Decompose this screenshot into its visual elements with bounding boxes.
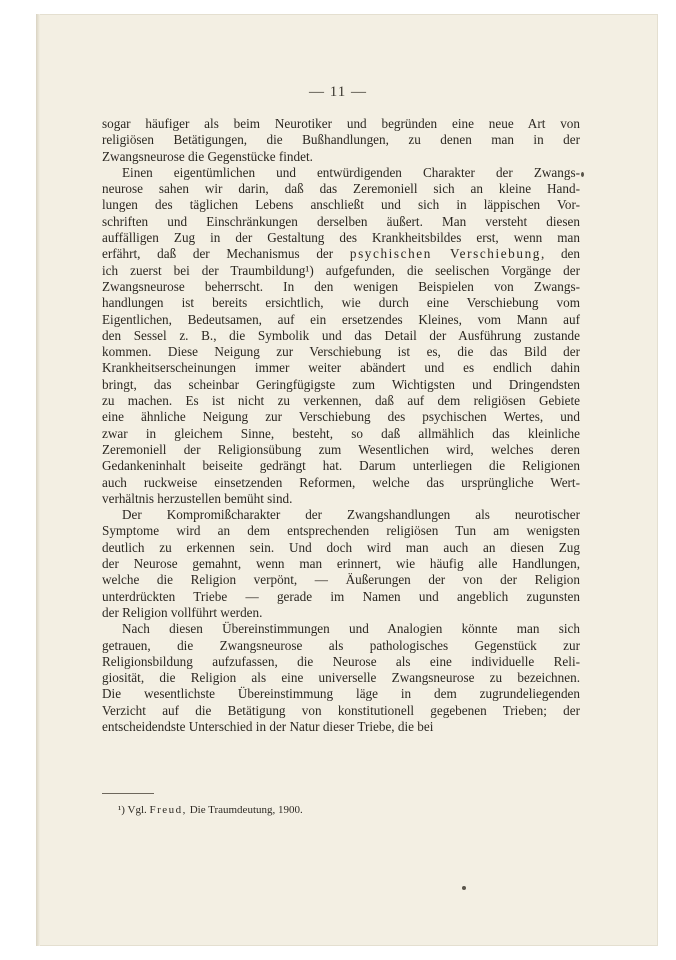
paragraph — [102, 165, 580, 507]
text-line: Zwangsneurose die Gegenstücke findet. — [102, 148, 313, 164]
text-line: Religionsbildung aufzufassen, die Neurose als eine individuelle Reli- — [102, 653, 580, 669]
text-line: Krankheitserscheinungen immer weiter abändert und es endlich dahin — [102, 360, 580, 376]
text-line: Verzicht auf die Betätigung von konstitutionell gegebenen Trieben; der — [102, 702, 580, 718]
text-line: der Neurose gemahnt, wenn man erinnert, wie häufig alle Handlungen, — [102, 556, 580, 572]
text-line: den Sessel z. B., die Symbolik und das Detail der Ausführung zustande — [102, 327, 580, 343]
footnote-title: Die Traumdeutung, 1900. — [189, 804, 303, 816]
text-line: auch ruckweise einsetzenden Reformen, welche das ursprüngliche Wert- — [102, 474, 580, 490]
footnote-author: Freud, — [149, 804, 187, 816]
page-number: — 11 — — [309, 84, 367, 100]
text-line: unterdrückten Triebe — gerade im Namen und angeblich zugunsten — [102, 588, 580, 604]
text-line: sogar häufiger als beim Neurotiker und begründen eine neue Art von — [102, 116, 580, 131]
text-line: Zeremoniell der Religionsübung zum Wesentlichen wird, welches deren — [102, 441, 580, 457]
text-line: giosität, die Religion als eine universelle Zwangsneurose zu bezeichnen. — [102, 670, 580, 686]
text-line: Einen eigentümlichen und entwürdigenden Charakter der Zwangs- — [122, 164, 580, 180]
text-line: zwar in gleichem Sinne, besteht, so daß allmählich das kleinliche — [102, 425, 580, 441]
paragraph — [102, 116, 580, 165]
ink-speck — [462, 886, 466, 890]
text-line: Zwangsneurose beherrscht. In den wenigen Beispielen von Zwangs- — [102, 278, 580, 294]
paragraph — [102, 507, 580, 621]
text-line: deutlich zu erkennen sein. Und doch wird man auch an diesen Zug — [102, 539, 580, 555]
text-line: getrauen, die Zwangsneurose als pathologisches Gegenstück zur — [102, 637, 580, 653]
text-line: welche die Religion verpönt, — Äußerungen der von der Religion — [102, 572, 580, 588]
text-line: kommen. Diese Neigung zur Verschiebung ist es, die das Bild der — [102, 344, 580, 360]
text-line: Die wesentlichste Übereinstimmung läge in dem zugrundeliegenden — [102, 686, 580, 702]
footnote-marker: ¹) Vgl. — [118, 804, 147, 816]
ink-speck — [581, 172, 584, 177]
page-left-edge-shadow — [36, 14, 40, 946]
text-line: verhältnis herzustellen bemüht sind. — [102, 490, 293, 506]
text-line: lungen des täglichen Lebens anschließt und sich in läppischen Vor- — [102, 197, 580, 213]
text-line: neurose sahen wir darin, daß das Zeremoniell sich an kleine Hand- — [102, 181, 580, 197]
text-line: zu machen. Es ist nicht zu verkennen, daß auf dem religiösen Gebiete — [102, 393, 580, 409]
text-line: bringt, das scheinbar Geringfügigste zum Wichtigsten und Dringendsten — [102, 376, 580, 392]
emphasized-term: psychischen Verschiebung — [349, 246, 541, 262]
text-line: auffälligen Zug in der Gestaltung des Krankheitsbildes erst, wenn man — [102, 230, 580, 246]
text-line: Symptome wird an dem entsprechenden religiösen Tun am wenigsten — [102, 523, 580, 539]
text-line: Nach diesen Übereinstimmungen und Analogien könnte man sich — [122, 621, 580, 637]
text-line: entscheidendste Unterschied in der Natur dieser Triebe, die bei — [102, 718, 434, 734]
paragraph — [102, 621, 580, 735]
text-line: Eigentlichen, Bedeutsamen, auf ein ersetzendes Kleines, vom Mann auf — [102, 311, 580, 327]
text-line: Gedankeninhalt beiseite gedrängt hat. Darum unterliegen die Religionen — [102, 458, 580, 474]
footnote — [118, 804, 303, 816]
text-line: schriften und Einschränkungen derselben äußert. Man versteht diesen — [102, 213, 580, 229]
text-line: ich zuerst bei der Traumbildung¹) aufgefunden, die seelischen Vorgänge der — [102, 262, 580, 278]
text-line: handlungen ist bereits ersichtlich, wie durch eine Verschiebung vom — [102, 295, 580, 311]
text-line: erfährt, daß der Mechanismus der psychischen Verschiebung, den — [102, 246, 580, 262]
text-line: eine ähnliche Neigung zur Verschiebung des psychischen Wertes, und — [102, 409, 580, 425]
text-line: Der Kompromißcharakter der Zwangshandlungen als neurotischer — [122, 507, 580, 523]
text-line: der Religion vollführt werden. — [102, 604, 263, 620]
body-text — [102, 116, 580, 735]
text-line: religiösen Betätigungen, die Bußhandlungen, zu denen man in der — [102, 132, 580, 148]
footnote-rule — [102, 793, 154, 794]
